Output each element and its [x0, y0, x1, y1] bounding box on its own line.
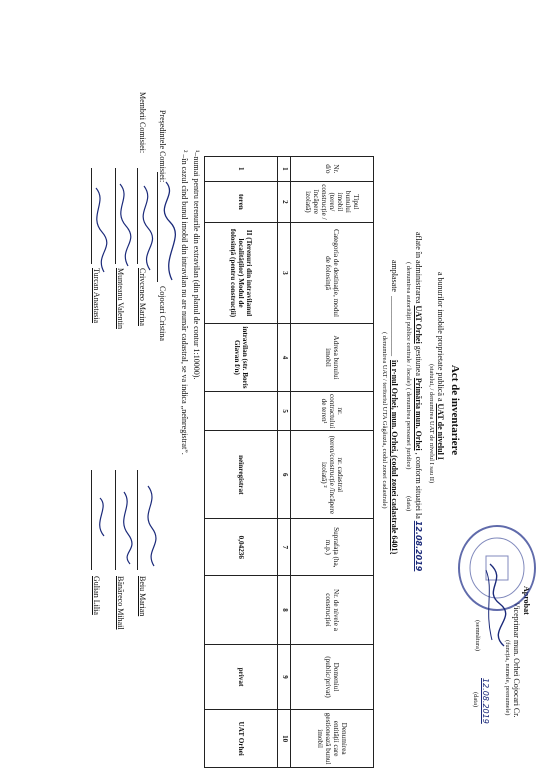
header-entitate: Denumirea entității care gestionează bunul imobil — [291, 710, 374, 768]
header-domeniul: Domeniul (public/privat) — [291, 644, 374, 710]
admin-value2: Primăria mun. Orhei — [414, 377, 423, 451]
header-contract: nr. contractului de teren¹ — [291, 391, 374, 430]
member-name: Gulian Lilia — [92, 576, 101, 615]
cell-nr: 1 — [205, 157, 278, 182]
cell-categoria: II (Terenuri din intravilanul localităților) Modul de folosință (pentru construcții) — [205, 223, 278, 324]
member-name: Munteanu Valentin — [116, 268, 125, 329]
location-caption: ( denumirea UAT / teritoriul UTA Găgăuzia, codul zonei cadastrale) — [381, 332, 388, 509]
cell-adresa: intravilan (str. Boris Glavan f/n) — [205, 323, 278, 391]
president-label: Președintele Comisiei: — [158, 110, 167, 183]
approval-date: 12.08.2019 — [481, 678, 490, 724]
commission-signatures — [82, 176, 178, 286]
members-label: Membrii Comisiei: — [138, 92, 147, 154]
owner-value: UAT de nivelul I — [436, 403, 445, 460]
header-suprafata: Suprafața (ha, m.p.) — [291, 519, 374, 576]
header-cadastral: nr. cadastral (teren/construcție /încăpere izolată) ² — [291, 431, 374, 519]
table-header-row — [291, 157, 374, 768]
rotated-document-page: Aprobat Viceprimar mun. Orhei Cojocari Cr. (funcția, numele, prenumele) (semnătura) 12.08.2019 (data) Act de inventariere a bunurilor imobile proprietate publică a UAT de nivelul I (statului, / denumirea UAT de nivelul I sau II) aflate în administrarea UAT Orhei gestiunea Primăria mun. Orhei , conform situației la 12.08.2019 ( denumirea autorității publice centrale / locale) ( denumirea persoanei juridice) (data) amplasate _______________ în r-nul Orhei, mun. Orhei, (codul zonei cadastrale 6401) ( denumirea UAT / teritoriul UTA Găgăuzia, codul zonei cadastrale) Nr. d/o Tipul bunului imobil (teren/ construcție /încăpere izolată) Categoria de destinație, modul de folosință Adresa bunului imobil nr. contractului de teren¹ nr. cadastral (teren/construcție /încăpere izolată) ² Suprafața (ha, m.p.) Nr. de nivele a construcției Domeniul (public/privat) Denumirea entității care gestionează bunul imobil 1 2 3 4 5 6 7 8 9 10 1 teren II (Terenuri din intravilanul localităților) Modul de folosință (pentru construcții) intravilan (str. Boris Glavan f/n) neînregistrat 0,04236 privat UAT Orhei ¹–numai pentru terenurile din extravilan (din planul de contur 1:10000). ² –în cazul cînd bunul imobil din intravilan nu are număr cadastral, se va indica „neînregistrat”. Președintele Comisiei: Cojocari Cristina Membrii Comisiei: Crivceneo Marina Munteanu Valentin Turcan Anastasia Beiu Marian Bănăreco Mihail Gulian Lilia — [0, 0, 544, 768]
member-name: Bănăreco Mihail — [116, 576, 125, 630]
approval-signature — [480, 560, 510, 650]
footnote-2: ² –în cazul cînd bunul imobil din intravilan nu are număr cadastral, se va indica „neînregistrat”. — [180, 150, 189, 455]
col-number: 6 — [278, 431, 291, 519]
admin-caption-1: ( denumirea autorității publice centrale / locale) — [405, 262, 412, 386]
header-tip: Tipul bunului imobil (teren/ construcție /încăpere izolată) — [291, 181, 374, 222]
admin-prefix: aflate în administrarea — [414, 232, 423, 304]
approval-date-caption: (data) — [472, 692, 479, 708]
cell-contract — [205, 391, 278, 430]
approval-signature-caption: (semnătura) — [474, 620, 481, 652]
member-name: Turcan Anastasia — [92, 268, 101, 324]
owner-caption: (statului, / denumirea UAT de nivelul I sau II) — [428, 364, 435, 484]
president-name: Cojocari Cristina — [158, 286, 167, 341]
cell-nivele — [205, 576, 278, 644]
admin-date: 12.08.2019 — [414, 520, 423, 572]
col-number: 2 — [278, 181, 291, 222]
footnote-1: ¹–numai pentru terenurile din extravilan (din planul de contur 1:10000). — [192, 150, 201, 380]
member-name: Crivceneo Marina — [138, 268, 147, 326]
admin-suffix: , conform situației la — [414, 452, 423, 519]
admin-mid: gestiunea — [414, 345, 423, 376]
header-nr: Nr. d/o — [291, 157, 374, 182]
col-number: 3 — [278, 223, 291, 324]
inventory-table — [204, 156, 374, 768]
col-number: 1 — [278, 157, 291, 182]
header-categoria: Categoria de destinație, modul de folosință — [291, 223, 374, 324]
admin-caption-2: ( denumirea persoanei juridice) — [405, 388, 412, 470]
header-adresa: Adresa bunului imobil — [291, 323, 374, 391]
approval-line: Viceprimar mun. Orhei Cojocari Cr. — [512, 602, 521, 718]
table-row — [205, 157, 278, 768]
location-prefix: amplasate — [390, 260, 399, 292]
commission-signatures — [90, 478, 162, 574]
cell-tip: teren — [205, 181, 278, 222]
admin-caption-3: (data) — [405, 496, 412, 512]
table-number-row — [278, 157, 291, 768]
member-name: Beiu Marian — [138, 576, 147, 617]
cell-cadastral: neînregistrat — [205, 431, 278, 519]
cell-domeniul: privat — [205, 644, 278, 710]
approval-caption: (funcția, numele, prenumele) — [504, 640, 511, 716]
cell-suprafata: 0,04236 — [205, 519, 278, 576]
location-value: în r-nul Orhei, mun. Orhei, (codul zonei cadastrale 6401) — [390, 359, 399, 555]
header-nivele: Nr. de nivele a construcției — [291, 576, 374, 644]
col-number: 7 — [278, 519, 291, 576]
owner-prefix: a bunurilor imobile proprietate publică a — [436, 272, 445, 402]
col-number: 9 — [278, 644, 291, 710]
col-number: 5 — [278, 391, 291, 430]
approval-label: Aprobat — [522, 586, 531, 615]
cell-entitate: UAT Orhei — [205, 710, 278, 768]
col-number: 10 — [278, 710, 291, 768]
document-title: Act de inventariere — [449, 364, 461, 456]
col-number: 4 — [278, 323, 291, 391]
admin-value: UAT Orhei — [414, 305, 423, 344]
col-number: 8 — [278, 576, 291, 644]
